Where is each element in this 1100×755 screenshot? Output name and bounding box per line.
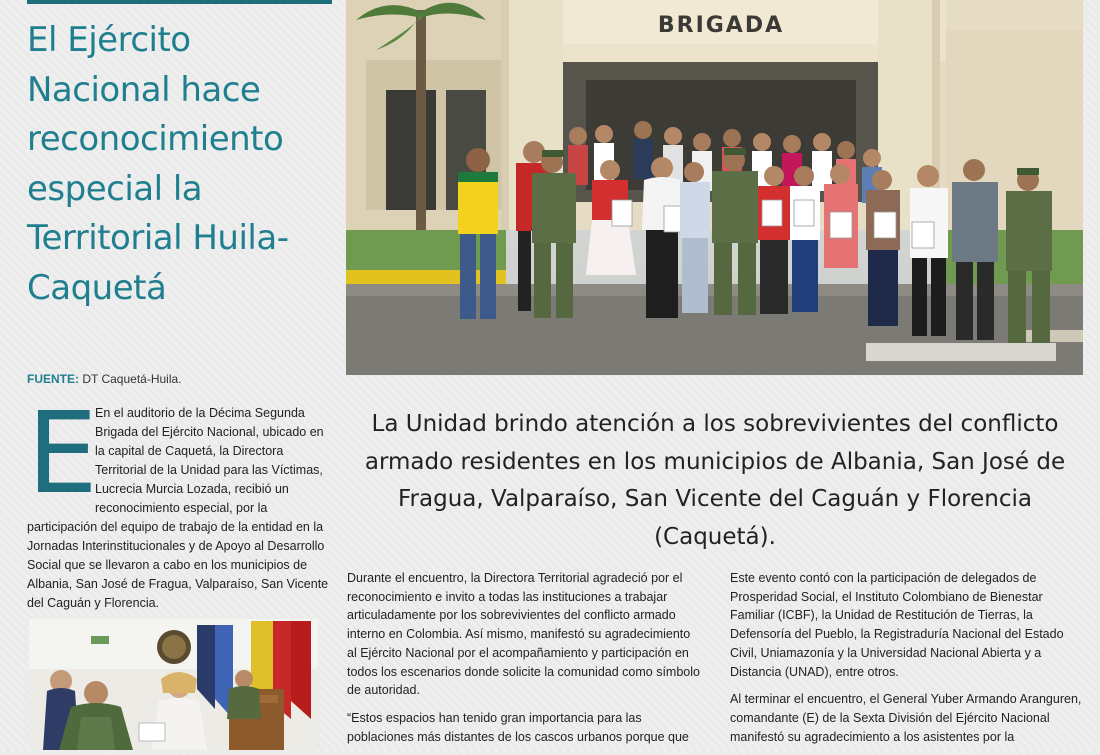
- body-column-2: [730, 569, 1085, 755]
- source-label: FUENTE:: [27, 372, 79, 386]
- body-paragraph: Este evento contó con la participación de delegados de Prosperidad Social, el Instituto Colombiano de Bienestar Familiar (ICBF), la Unidad de Restitución de Tierras, la Defensoría del Pueblo, la Registraduría Nacional del Estado Civil, Uniamazonía y la Universidad Nacional Abierta y a Distancia (UNAD), entre otros.: [730, 571, 1064, 679]
- intro-text: En el auditorio de la Décima Segunda Brigada del Ejército Nacional, ubicado en la capital de Caquetá, la Directora Territorial de la Unidad para las Víctimas, Lucrecia Murcia Lozada, recibió un reconocimiento especial, por la participación del equipo de trabajo de la entidad en la Jornadas Interinstitucionales y de Apoyo al Desarrollo Social que se llevaron a cabo en los municipios de Albania, San José de Fragua, Valparaíso, San Vicente del Caguán y Florencia.: [27, 406, 329, 610]
- group-photo: [346, 0, 1083, 375]
- body-paragraph: Durante el encuentro, la Directora Territorial agradeció por el reconocimiento e invito a todas las instituciones a trabajar articuladamente por los sobrevivientes del conflicto armado interno en Colombia. Así mismo, manifestó su agradecimiento al Ejército Nacional por el acompañamiento y participación en todos los escenarios donde solicite la comunidad como símbolo de autoridad.: [347, 571, 700, 698]
- group-photo-illustration: [346, 0, 1083, 375]
- source-value: DT Caquetá-Huila.: [82, 372, 182, 386]
- body-paragraph: Al terminar el encuentro, el General Yuber Armando Aranguren, comandante (E) de la Sexta División del Ejército Nacional manifestó su agradecimiento a los asistentes por la: [730, 692, 1082, 744]
- intro-paragraph: [27, 389, 332, 613]
- drop-cap: E: [27, 389, 98, 519]
- ceremony-photo-illustration: [29, 619, 318, 750]
- article-subheadline: La Unidad brindo atención a los sobrevivientes del conflicto armado residentes en los municipios de Albania, San José de Fragua, Valparaíso, San Vicente del Caguán y Florencia (Caquetá).: [364, 411, 1066, 550]
- building-sign: BRIGADA: [657, 13, 785, 38]
- top-rule: [27, 0, 332, 4]
- article-source: [27, 372, 182, 386]
- left-column: [0, 0, 346, 750]
- body-paragraph: “Estos espacios han tenido gran importancia para las poblaciones más distantes de los cascos urbanos porque que: [347, 710, 689, 744]
- article-title: El Ejército Nacional hace reconocimiento especial la Territorial Huila-Caquetá: [27, 20, 289, 308]
- ceremony-photo: [29, 619, 318, 750]
- body-column-1: [347, 569, 702, 755]
